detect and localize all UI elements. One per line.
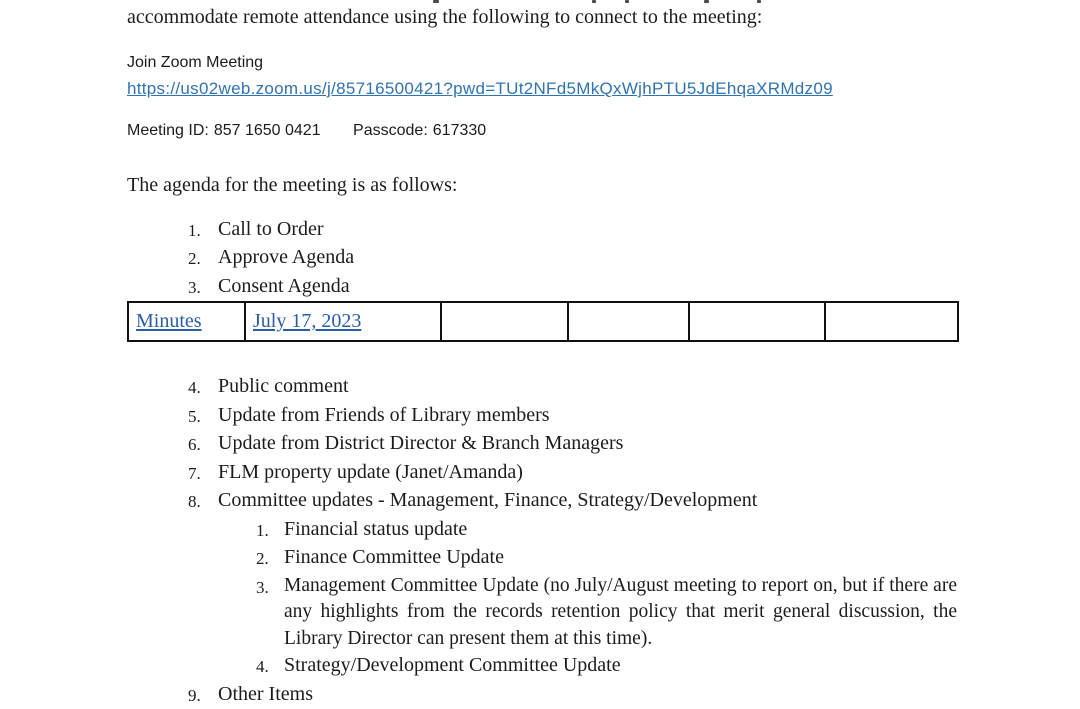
list-item-text: Consent Agenda — [218, 273, 957, 302]
agenda-item-friends-update — [127, 402, 957, 431]
agenda-list-top — [127, 216, 957, 302]
table-cell-empty — [441, 302, 568, 341]
sub-item-strategy-committee — [127, 652, 957, 681]
list-item-text: Management Committee Update (no July/August meeting to report on, but if there are any highlights from the records retention policy that merit general discussion, the Library Director can present them at this time). — [284, 573, 957, 653]
meeting-id-label: Meeting ID: — [127, 122, 209, 139]
table-cell-empty — [825, 302, 958, 341]
clipped-line-fragment — [704, 0, 709, 3]
clipped-line-fragment — [433, 0, 439, 3]
list-number: 1. — [188, 216, 218, 245]
list-number: 3. — [256, 573, 284, 653]
list-item-text: Public comment — [218, 373, 957, 402]
list-number: 6. — [188, 430, 218, 459]
consent-agenda-minutes-table — [127, 301, 959, 342]
clipped-line-fragment — [625, 0, 629, 3]
agenda-list-end — [127, 681, 957, 709]
sub-item-financial-status — [127, 516, 957, 545]
agenda-item-committee-updates — [127, 487, 957, 516]
passcode-value: 617330 — [433, 122, 486, 139]
list-number: 1. — [256, 516, 284, 545]
agenda-item-flm-property — [127, 459, 957, 488]
agenda-list-mid — [127, 373, 957, 516]
list-item-text: Strategy/Development Committee Update — [284, 652, 957, 681]
list-item-text: Call to Order — [218, 216, 957, 245]
list-number: 5. — [188, 402, 218, 431]
minutes-date-link[interactable]: July 17, 2023 — [253, 310, 361, 332]
sub-item-finance-committee — [127, 544, 957, 573]
list-item-text: Financial status update — [284, 516, 957, 545]
agenda-item-other-items — [127, 681, 957, 709]
meeting-credentials-line — [127, 120, 957, 141]
table-cell-minutes — [128, 302, 245, 341]
agenda-item-call-to-order — [127, 216, 957, 245]
zoom-meeting-link[interactable]: https://us02web.zoom.us/j/85716500421?pwd=TUt2NFd5MkQxWjhPTU5JdEhqaXRMdz09 — [127, 79, 833, 98]
agenda-item-approve-agenda — [127, 244, 957, 273]
zoom-link-line — [127, 78, 957, 99]
list-number: 2. — [256, 544, 284, 573]
list-item-text: Update from District Director & Branch Managers — [218, 430, 957, 459]
clipped-line-fragment — [757, 0, 761, 3]
list-item-text: Other Items — [218, 681, 957, 709]
agenda-item-consent-agenda — [127, 273, 957, 302]
list-number: 4. — [256, 652, 284, 681]
list-item-text: Committee updates - Management, Finance, Strategy/Development — [218, 487, 957, 516]
join-zoom-label: Join Zoom Meeting — [127, 52, 957, 73]
clipped-line-fragment — [592, 0, 596, 3]
list-number: 2. — [188, 244, 218, 273]
intro-text: accommodate remote attendance using the following to connect to the meeting: — [127, 4, 957, 30]
list-number: 8. — [188, 487, 218, 516]
list-number: 9. — [188, 681, 218, 709]
list-item-text: Finance Committee Update — [284, 544, 957, 573]
list-item-text: FLM property update (Janet/Amanda) — [218, 459, 957, 488]
list-number: 3. — [188, 273, 218, 302]
passcode-group — [353, 122, 486, 139]
table-cell-minutes-date — [245, 302, 441, 341]
sub-item-management-committee — [127, 573, 957, 653]
minutes-link[interactable]: Minutes — [136, 310, 202, 332]
list-item-text: Approve Agenda — [218, 244, 957, 273]
list-number: 4. — [188, 373, 218, 402]
passcode-label: Passcode: — [353, 122, 428, 139]
zoom-connection-block — [127, 52, 957, 141]
agenda-item-director-update — [127, 430, 957, 459]
committee-sub-list — [127, 516, 957, 681]
list-item-text: Update from Friends of Library members — [218, 402, 957, 431]
list-number: 7. — [188, 459, 218, 488]
table-cell-empty — [689, 302, 825, 341]
agenda-item-public-comment — [127, 373, 957, 402]
table-cell-empty — [568, 302, 689, 341]
agenda-intro-text: The agenda for the meeting is as follows: — [127, 172, 957, 199]
meeting-id-value: 857 1650 0421 — [214, 122, 321, 139]
table-row — [128, 302, 958, 341]
